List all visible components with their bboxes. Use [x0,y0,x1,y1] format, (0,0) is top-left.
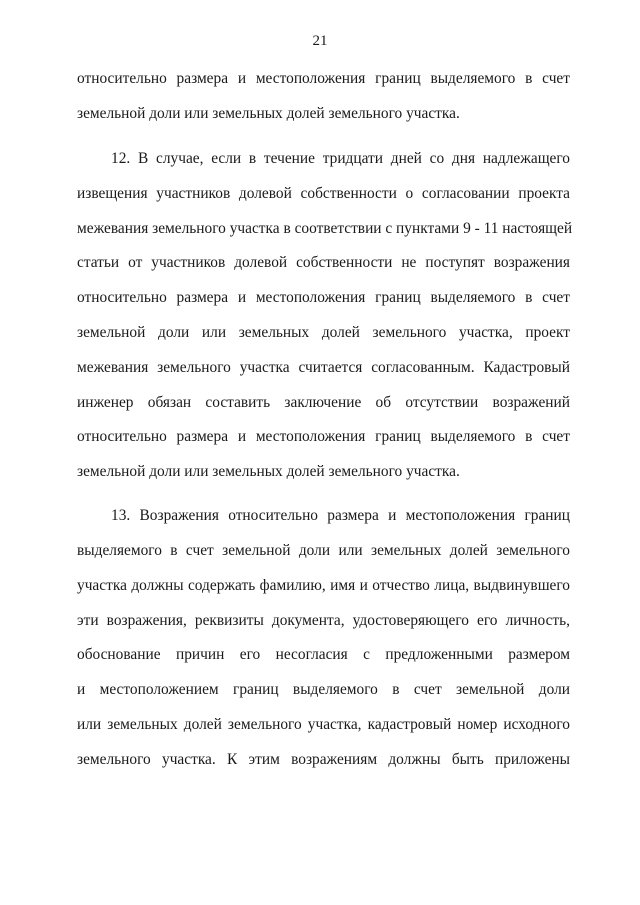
text-line: земельного участка. К этим возражениям должны быть приложены [77,751,570,768]
text-line: эти возражения, реквизиты документа, удостоверяющего его личность, [77,612,570,629]
text-line: извещения участников долевой собственности о согласовании проекта [77,185,570,202]
text-line: земельной доли или земельных долей земельного участка. [77,105,460,122]
text-line: обоснование причин его несогласия с предложенными размером [77,646,570,663]
text-line: или земельных долей земельного участка, кадастровый номер исходного [77,716,570,733]
text-line: статьи от участников долевой собственности не поступят возражения [77,254,570,271]
paragraph-12-first-line: 12. В случае, если в течение тридцати дней со дня надлежащего [111,150,570,167]
text-line: участка должны содержать фамилию, имя и отчество лица, выдвинувшего [77,577,570,594]
paragraph-13-first-line: 13. Возражения относительно размера и местоположения границ [111,507,570,524]
page-number: 21 [312,33,328,49]
text-line: земельной доли или земельных долей земельного участка. [77,463,460,480]
text-line: выделяемого в счет земельной доли или земельных долей земельного [77,542,570,559]
text-line: относительно размера и местоположения границ выделяемого в счет [77,289,570,306]
text-line: межевания земельного участка считается согласованным. Кадастровый [77,359,570,376]
text-line: относительно размера и местоположения границ выделяемого в счет [77,70,570,87]
text-line: земельной доли или земельных долей земельного участка, проект [77,324,570,341]
text-line: межевания земельного участка в соответствии с пунктами 9 - 11 настоящей [77,220,573,237]
text-line: и местоположением границ выделяемого в счет земельной доли [77,681,570,698]
text-line: инженер обязан составить заключение об отсутствии возражений [77,394,570,411]
text-line: относительно размера и местоположения границ выделяемого в счет [77,428,570,445]
